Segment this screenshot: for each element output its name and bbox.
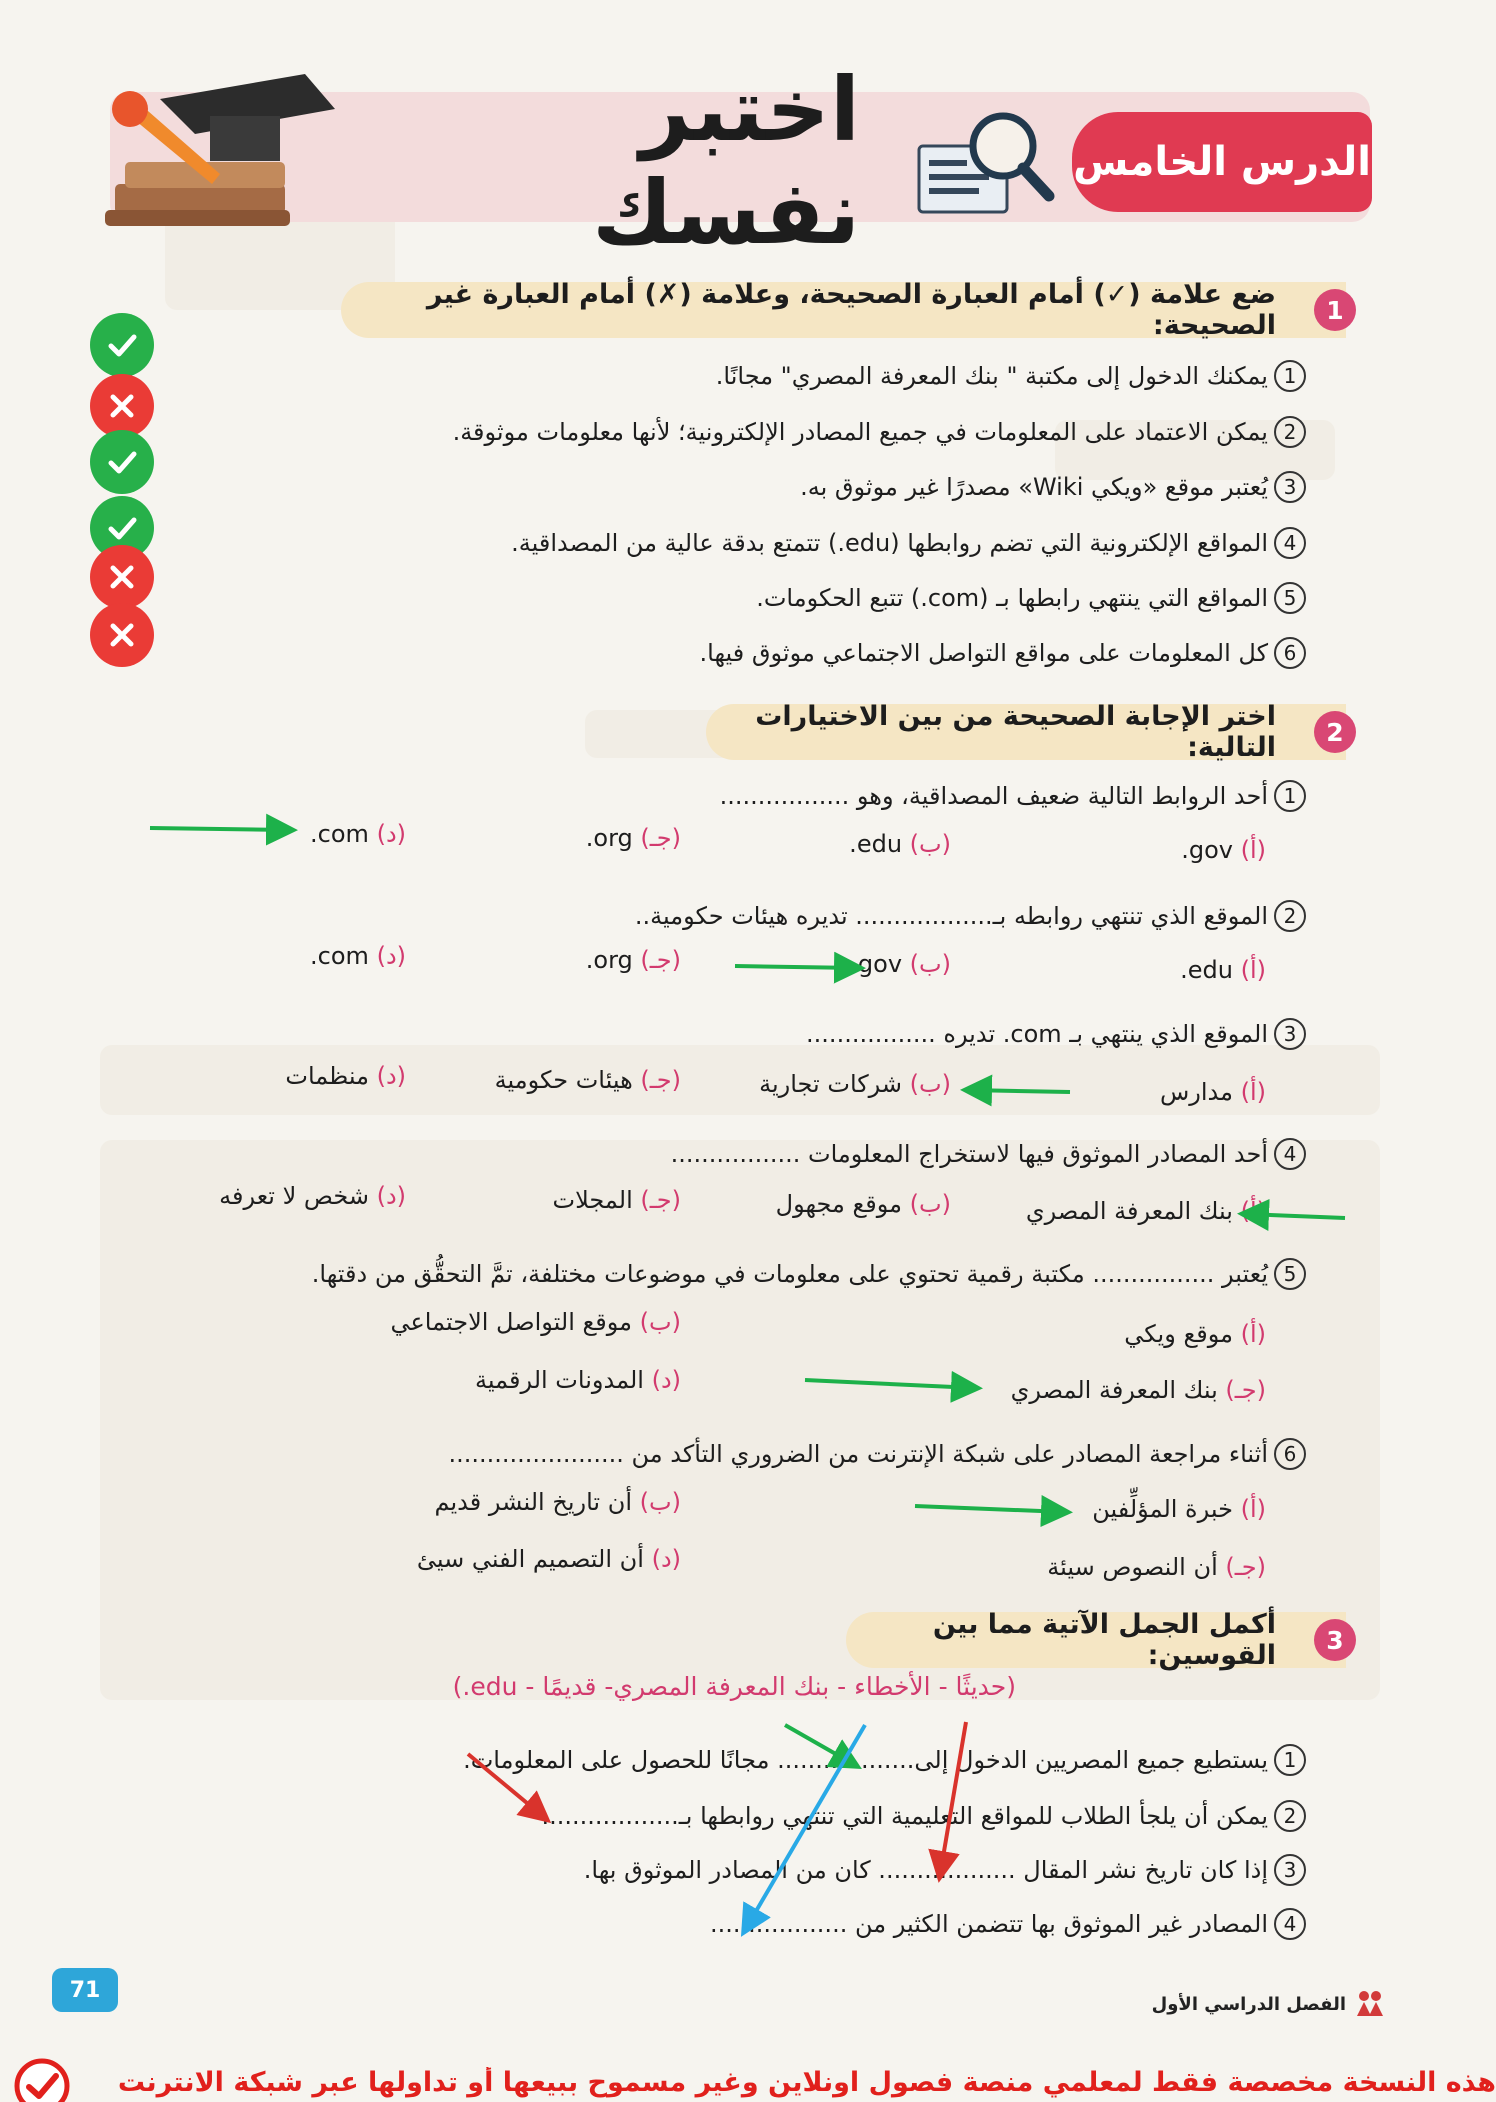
- s2-option: (ب) gov: [857, 950, 951, 978]
- section-3-number: 3: [1314, 1619, 1356, 1661]
- s2-option: (جـ) المجلات: [552, 1186, 681, 1214]
- green-arrow: [150, 828, 290, 830]
- section-1-title: ضع علامة (✓) أمام العبارة الصحيحة، وعلامة (✗) أمام العبارة غير الصحيحة:: [426, 279, 1276, 341]
- s3-sentence: 4 المصادر غير الموثوق بها تتضمن الكثير من ..................: [710, 1908, 1306, 1940]
- kids-icon: [1354, 1988, 1386, 2020]
- page-number: 71: [52, 1968, 118, 2012]
- section-1-heading: [341, 279, 1346, 341]
- s1-item: 1 يمكنك الدخول إلى مكتبة " بنك المعرفة المصري" مجانًا.: [716, 360, 1306, 392]
- check-icon: [90, 430, 154, 494]
- section-3-title: أكمل الجمل الآتية مما بين القوسين:: [932, 1609, 1276, 1671]
- word-bank: (حديثًا - الأخطاء - بنك المعرفة المصري- قديمًا - edu.): [452, 1672, 1016, 1701]
- s1-item: 2 يمكن الاعتماد على المعلومات في جميع المصادر الإلكترونية؛ لأنها معلومات موثوقة.: [453, 416, 1306, 448]
- term-label: الفصل الدراسي الأول: [1151, 1994, 1346, 2015]
- s1-item: 6 كل المعلومات على مواقع التواصل الاجتماعي موثوق فيها.: [700, 637, 1306, 669]
- s2-option: (جـ) org.: [585, 824, 681, 852]
- copyright-notice: هذه النسخة مخصصة فقط لمعلمي منصة فصول اونلاين وغير مسموح ببيعها أو تداولها عبر شبكة الانترنت: [117, 2067, 1496, 2098]
- s2-option: (ب) أن تاريخ النشر قديم: [434, 1488, 681, 1516]
- s2-option: (أ) مدارس: [1159, 1078, 1266, 1106]
- section-3-heading: [846, 1609, 1346, 1671]
- magnifier-icon: [915, 108, 1055, 223]
- s2-question: 1 أحد الروابط التالية ضعيف المصداقية، وهو .................: [720, 780, 1306, 812]
- s2-question: 6 أثناء مراجعة المصادر على شبكة الإنترنت من الضروري التأكد من .......................: [448, 1438, 1306, 1470]
- cross-icon: [90, 374, 154, 438]
- lesson-tag: الدرس الخامس: [1072, 112, 1372, 212]
- s2-option: (ب) موقع مجهول: [775, 1190, 951, 1218]
- s2-option: (جـ) org.: [585, 946, 681, 974]
- s1-item: 4 المواقع الإلكترونية التي تضم روابطها (edu.) تتمتع بدقة عالية من المصداقية.: [511, 527, 1306, 559]
- s2-option: (جـ) أن النصوص سيئة: [1047, 1553, 1266, 1581]
- s2-option: (د) com.: [310, 942, 406, 970]
- s2-question: 5 يُعتبر ................ مكتبة رقمية تحتوي على معلومات في موضوعات مختلفة، تمَّ التحقُّق من دقتها.: [312, 1258, 1306, 1290]
- green-arrow: [735, 966, 858, 968]
- s2-option: (أ) gov.: [1181, 836, 1266, 864]
- s2-option: (أ) edu.: [1180, 956, 1266, 984]
- cross-icon: [90, 603, 154, 667]
- s2-option: (ب) موقع التواصل الاجتماعي: [390, 1308, 681, 1336]
- s1-item: 3 يُعتبر موقع «ويكي Wiki» مصدرًا غير موثوق به.: [800, 471, 1306, 503]
- s2-question: 4 أحد المصادر الموثوق فيها لاستخراج المعلومات .................: [671, 1138, 1306, 1170]
- s2-option: (جـ) بنك المعرفة المصري: [1010, 1376, 1266, 1404]
- s3-sentence: 3 إذا كان تاريخ نشر المقال .................. كان من المصادر الموثوق بها.: [584, 1854, 1306, 1886]
- section-1-number: 1: [1314, 289, 1356, 331]
- s2-question: 2 الموقع الذي تنتهي روابطه بـ.................. تديره هيئات حكومية..: [635, 900, 1306, 932]
- s2-option: (د) المدونات الرقمية: [475, 1366, 681, 1394]
- s2-option: (د) أن التصميم الفني سيئ: [416, 1545, 681, 1573]
- page-title: اختبر نفسك: [592, 58, 860, 264]
- s2-option: (ب) شركات تجارية: [759, 1070, 951, 1098]
- s1-item: 5 المواقع التي ينتهي رابطها بـ (com.) تتبع الحكومات.: [756, 582, 1306, 614]
- check-circle-icon: [14, 2058, 70, 2102]
- s2-option: (أ) موقع ويكي: [1124, 1320, 1266, 1348]
- s3-sentence: 2 يمكن أن يلجأ الطلاب للمواقع التعليمية التي تنتهي روابطها بـ..................: [541, 1800, 1306, 1832]
- s2-option: (ب) edu.: [849, 830, 951, 858]
- s3-sentence: 1 يستطيع جميع المصريين الدخول إلى.................. مجانًا للحصول على المعلومات.: [463, 1744, 1306, 1776]
- s2-option: (د) شخص لا تعرفه: [219, 1182, 406, 1210]
- graduation-cap-books-icon: [100, 64, 350, 234]
- s2-option: (أ) خبرة المؤلِّفين: [1092, 1495, 1266, 1523]
- section-2-heading: [706, 701, 1346, 763]
- section-2-number: 2: [1314, 711, 1356, 753]
- s2-question: 3 الموقع الذي ينتهي بـ com. تديره .................: [806, 1018, 1306, 1050]
- s2-option: (د) منظمات: [285, 1062, 406, 1090]
- section-2-title: اختر الإجابة الصحيحة من بين الاختيارات التالية:: [755, 701, 1276, 763]
- s2-option: (د) com.: [310, 820, 406, 848]
- s2-option: (أ) بنك المعرفة المصري: [1025, 1197, 1266, 1225]
- check-icon: [90, 313, 154, 377]
- s2-option: (جـ) هيئات حكومية: [494, 1066, 681, 1094]
- cross-icon: [90, 545, 154, 609]
